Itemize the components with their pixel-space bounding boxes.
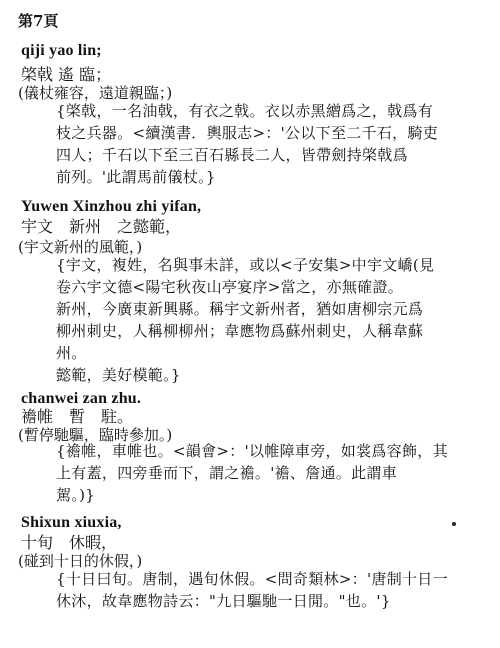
headword: 襜帷 暫 駐。: [21, 407, 134, 426]
annotation-line: 前列。'此謂馬前儀杖。}: [56, 168, 216, 186]
gloss: (儀杖雍容，遠道親臨；): [18, 84, 173, 102]
annotation-line: 新州，今廣東新興縣。稱宇文新州者，猶如唐柳宗元爲: [56, 300, 424, 318]
annotation-line: 枝之兵器。<續漢書．輿服志>：'公以下至二千石，騎吏: [56, 124, 439, 142]
annotation-line: {十日曰旬。唐制，遇旬休假。<問奇類林>：'唐制十日一: [56, 570, 448, 588]
annotation: [56, 440, 488, 506]
page-number: 第7頁: [18, 12, 59, 30]
headword: 十旬 休暇，: [21, 533, 118, 552]
annotation-line: {襜帷，車帷也。<韻會>：'以帷障車旁，如裳爲容飾，其: [56, 442, 448, 460]
annotation-line: 駕。)}: [56, 486, 96, 504]
annotation: [56, 254, 488, 386]
annotation-line: 卷六宇文德<陽宅秋夜山亭宴序>當之，亦無確證。: [56, 278, 404, 296]
gloss: (暫停馳驅，臨時參加。): [18, 426, 173, 444]
headword: 宇文 新州 之懿範，: [21, 217, 182, 236]
annotation: [56, 568, 488, 612]
annotation-line: 柳州刺史，人稱柳柳州；韋應物爲蘇州刺史，人稱韋蘇: [56, 322, 424, 340]
scan-speck: [452, 522, 456, 526]
annotation-line: {宇文，複姓，名與事未詳，或以<子安集>中宇文嶠(見: [56, 256, 435, 274]
gloss: (宇文新州的風範，): [18, 238, 143, 256]
pinyin-line: Shixun xiuxia,: [21, 514, 122, 531]
headword: 棨戟 遙 臨；: [21, 65, 112, 84]
pinyin-line: Yuwen Xinzhou zhi yifan,: [21, 198, 202, 215]
annotation-line: 休沐，故韋應物詩云："九日驅馳一日閒。"也。'}: [56, 592, 391, 610]
annotation-line: {棨戟，一名油戟，有衣之戟。衣以赤黑繒爲之，戟爲有: [56, 102, 434, 120]
pinyin-line: chanwei zan zhu.: [21, 390, 142, 407]
annotation-line: 上有蓋，四旁垂而下，謂之襜。'襜、詹通。此謂車: [56, 464, 398, 482]
gloss: (碰到十日的休假，): [18, 552, 143, 570]
annotation-line: 州。: [56, 344, 87, 362]
annotation-line: 懿範，美好模範。}: [56, 366, 181, 384]
pinyin-line: qiji yao lin;: [21, 42, 102, 59]
annotation: [56, 100, 488, 188]
annotation-line: 四人；千石以下至三百石縣長二人，皆帶劍持棨戟爲: [56, 146, 408, 164]
